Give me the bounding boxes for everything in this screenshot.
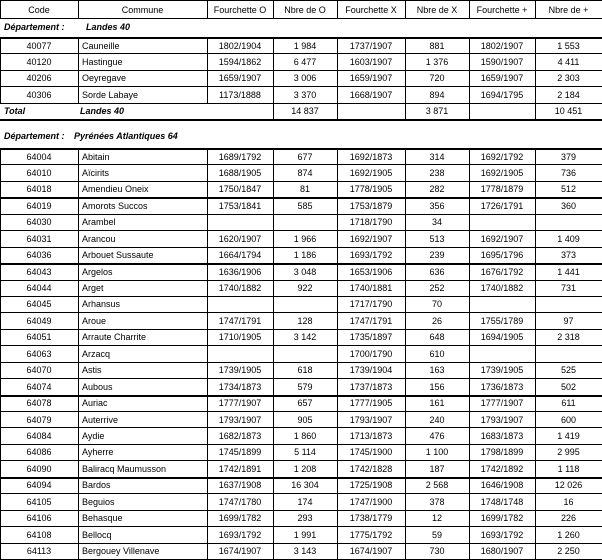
cell-fo: 1594/1862 (218, 56, 262, 67)
department-label: Département : (4, 22, 65, 32)
cell-fo: 1682/1873 (218, 430, 262, 441)
cell-no: 1 860 (293, 430, 317, 441)
cell-fx: 1692/1905 (349, 167, 393, 178)
cell-fp: 1694/1795 (480, 89, 524, 100)
cell-nx: 59 (431, 529, 442, 540)
cell-np: 360 (560, 200, 577, 211)
cell-no: 174 (297, 496, 313, 507)
cell-fo: 1739/1905 (218, 365, 262, 376)
cell-commune: Bellocq (82, 529, 112, 540)
cell-fx: 1739/1904 (349, 365, 393, 376)
cell-fp: 1802/1907 (480, 40, 524, 51)
cell-fo: 1659/1907 (218, 73, 262, 84)
row-divider (0, 0, 602, 1)
cell-fp: 1646/1908 (480, 480, 524, 491)
cell-fx: 1747/1900 (349, 496, 393, 507)
cell-fo: 1753/1841 (218, 200, 262, 211)
cell-fx: 1777/1905 (349, 398, 393, 409)
cell-fo: 1689/1792 (218, 151, 262, 162)
cell-nx: 610 (429, 348, 445, 359)
cell-no (273, 214, 337, 230)
column-divider (337, 148, 338, 559)
cell-np: 97 (563, 315, 574, 326)
cell-np: 1 441 (557, 266, 580, 277)
cell-commune: Aïcirits (82, 167, 109, 178)
cell-fx: 1747/1791 (349, 315, 393, 326)
cell-fx: 1753/1879 (349, 200, 393, 211)
cell-no: 5 114 (294, 447, 316, 458)
cell-fo: 1747/1780 (218, 496, 262, 507)
column-divider (469, 37, 470, 103)
cell-fx: 1653/1906 (349, 266, 393, 277)
cell-commune: Amendieu Oneix (82, 184, 149, 195)
cell-nx: 34 (431, 217, 442, 228)
cell-fo: 1693/1792 (218, 529, 262, 540)
cell-fp (469, 214, 535, 230)
cell-fp: 1692/1905 (480, 167, 524, 178)
cell-fo: 1793/1907 (218, 414, 262, 425)
cell-np: 379 (560, 151, 577, 162)
cell-fx: 1693/1792 (349, 250, 393, 261)
cell-nx: 1 100 (425, 447, 449, 458)
cell-code: 64044 (26, 283, 52, 294)
column-header-code: Code (28, 5, 50, 15)
cell-np (535, 296, 602, 312)
column-divider (405, 148, 406, 559)
department-name: Landes 40 (86, 22, 131, 32)
cell-commune: Behasque (82, 513, 123, 524)
cell-code: 64063 (26, 348, 52, 359)
cell-np: 2 318 (557, 332, 580, 343)
cell-nx: 314 (429, 151, 445, 162)
cell-fp: 1590/1907 (480, 56, 524, 67)
cell-code: 64018 (26, 184, 52, 195)
cell-fo (207, 296, 273, 312)
cell-fx: 1742/1828 (349, 463, 393, 474)
cell-code: 64045 (26, 299, 52, 310)
cell-commune: Auriac (82, 398, 108, 409)
cell-fo: 1637/1908 (218, 480, 262, 491)
cell-commune: Sorde Labaye (82, 89, 139, 100)
column-divider (78, 0, 79, 18)
cell-code: 40206 (26, 73, 52, 84)
cell-no: 293 (297, 513, 313, 524)
cell-fx: 1700/1790 (349, 348, 393, 359)
cell-np: 4 411 (557, 56, 580, 67)
cell-commune: Auterrive (82, 414, 119, 425)
column-divider (0, 37, 1, 103)
cell-nx: 730 (429, 546, 445, 557)
cell-fo (207, 214, 273, 230)
column-header-fp: Fourchette + (476, 5, 528, 15)
cell-np: 2 995 (557, 447, 580, 458)
cell-code: 64086 (26, 447, 52, 458)
cell-nx: 70 (431, 299, 442, 310)
cell-code: 64079 (26, 414, 52, 425)
cell-no (273, 346, 337, 362)
cell-np: 731 (560, 283, 577, 294)
cell-np (535, 346, 602, 362)
cell-no: 922 (297, 283, 313, 294)
cell-fp: 1676/1792 (480, 266, 524, 277)
cell-fp: 1740/1882 (480, 283, 524, 294)
cell-fp: 1739/1905 (480, 365, 524, 376)
cell-fo: 1710/1905 (218, 332, 262, 343)
cell-commune: Argelos (82, 266, 113, 277)
cell-np: 1 409 (557, 233, 580, 244)
total-nbre-o: 14 837 (291, 106, 319, 117)
cell-fo: 1173/1888 (219, 89, 261, 100)
cell-commune: Arzacq (82, 348, 111, 359)
cell-np: 600 (560, 414, 577, 425)
column-divider (469, 0, 470, 18)
cell-fp: 1798/1899 (480, 447, 524, 458)
cell-fp: 1659/1907 (480, 73, 524, 84)
column-divider (405, 103, 406, 119)
cell-code: 64084 (26, 430, 52, 441)
cell-fx: 1740/1881 (349, 283, 393, 294)
cell-code: 40120 (26, 56, 52, 67)
cell-fp: 1777/1907 (480, 398, 524, 409)
cell-commune: Bardos (82, 480, 111, 491)
cell-no: 3 006 (293, 73, 317, 84)
cell-fx: 1713/1873 (349, 430, 393, 441)
cell-code: 64051 (26, 332, 52, 343)
cell-fp: 1692/1907 (480, 233, 524, 244)
cell-no: 657 (297, 398, 313, 409)
cell-fx: 1692/1907 (349, 233, 393, 244)
cell-nx: 513 (429, 233, 445, 244)
cell-np: 16 (563, 496, 574, 507)
cell-no: 128 (297, 315, 313, 326)
cell-no: 16 304 (291, 480, 319, 491)
cell-nx: 378 (429, 496, 445, 507)
cell-fx: 1735/1897 (349, 332, 393, 343)
cell-np: 373 (560, 250, 577, 261)
cell-fx: 1603/1907 (349, 56, 393, 67)
cell-commune: Arhansus (82, 299, 121, 310)
cell-np: 2 303 (557, 73, 580, 84)
cell-np: 736 (560, 167, 577, 178)
cell-fp: 1736/1873 (480, 381, 524, 392)
cell-np: 1 553 (557, 40, 580, 51)
cell-nx: 163 (429, 365, 445, 376)
cell-fp: 1694/1905 (480, 332, 524, 343)
cell-commune: Bergouey Villenave (82, 546, 160, 557)
cell-fp (469, 296, 535, 312)
cell-no: 1 208 (293, 463, 317, 474)
cell-commune: Astis (82, 365, 102, 376)
cell-nx: 1 376 (425, 56, 449, 67)
cell-fx: 1778/1905 (349, 184, 393, 195)
cell-np: 2 184 (557, 89, 580, 100)
column-divider (273, 37, 274, 103)
cell-nx: 240 (429, 414, 445, 425)
cell-fx: 1775/1792 (349, 529, 393, 540)
cell-commune: Arancou (82, 233, 116, 244)
cell-nx: 252 (429, 283, 445, 294)
cell-fo: 1734/1873 (218, 381, 262, 392)
column-divider (273, 0, 274, 18)
cell-commune: Baliracq Maumusson (82, 463, 167, 474)
cell-nx: 2 568 (425, 480, 449, 491)
column-divider (535, 0, 536, 18)
cell-fp: 1693/1792 (480, 529, 524, 540)
cell-commune: Aroue (82, 315, 107, 326)
cell-nx: 881 (429, 40, 445, 51)
cell-code: 64019 (26, 200, 52, 211)
cell-nx: 356 (429, 200, 445, 211)
cell-fo: 1740/1882 (218, 283, 262, 294)
cell-no: 585 (297, 200, 313, 211)
cell-np: 502 (560, 381, 577, 392)
column-header-no: Nbre de O (284, 5, 326, 15)
cell-nx: 12 (431, 513, 442, 524)
cell-nx: 282 (429, 184, 445, 195)
cell-nx: 239 (429, 250, 445, 261)
column-divider (469, 148, 470, 559)
cell-no: 3 370 (293, 89, 317, 100)
cell-np: 12 026 (554, 480, 583, 491)
cell-commune: Aubous (82, 381, 113, 392)
cell-fp (469, 346, 535, 362)
cell-fx: 1737/1873 (349, 381, 393, 392)
cell-fp: 1692/1792 (480, 151, 524, 162)
cell-fp: 1778/1879 (480, 184, 524, 195)
cell-code: 64078 (26, 398, 52, 409)
cell-commune: Hastingue (82, 56, 123, 67)
department-label: Département : (4, 131, 65, 141)
department-name: Pyrénées Atlantiques 64 (74, 131, 178, 141)
cell-code: 64074 (26, 381, 52, 392)
column-divider (207, 0, 208, 18)
cell-nx: 156 (429, 381, 445, 392)
column-header-np: Nbre de + (548, 5, 589, 15)
cell-commune: Arraute Charrite (82, 332, 147, 343)
cell-fo (207, 346, 273, 362)
cell-no: 905 (297, 414, 313, 425)
cell-code: 64094 (26, 480, 52, 491)
cell-nx: 161 (429, 398, 445, 409)
column-divider (207, 148, 208, 559)
cell-np (535, 214, 602, 230)
cell-commune: Arbouet Sussaute (82, 250, 154, 261)
cell-no: 579 (297, 381, 313, 392)
cell-fx: 1668/1907 (349, 89, 393, 100)
cell-code: 64070 (26, 365, 52, 376)
total-name: Landes 40 (80, 106, 125, 117)
cell-fo: 1777/1907 (218, 398, 262, 409)
cell-fp: 1695/1796 (480, 250, 524, 261)
cell-code: 40306 (26, 89, 52, 100)
column-divider (535, 148, 536, 559)
cell-nx: 187 (429, 463, 445, 474)
cell-np: 1 260 (557, 529, 580, 540)
column-divider (78, 37, 79, 103)
column-divider (337, 0, 338, 18)
row-divider (0, 119, 602, 121)
cell-code: 64108 (26, 529, 52, 540)
total-label: Total (4, 106, 26, 117)
cell-fx: 1745/1900 (349, 447, 393, 458)
cell-fx: 1692/1873 (349, 151, 393, 162)
column-divider (273, 103, 274, 119)
cell-fx: 1738/1779 (349, 513, 393, 524)
cell-commune: Beguios (82, 496, 115, 507)
cell-no: 677 (297, 151, 313, 162)
cell-no: 618 (297, 365, 313, 376)
cell-np: 1 118 (557, 463, 580, 474)
cell-np: 512 (560, 184, 577, 195)
cell-no: 81 (299, 184, 310, 195)
cell-np: 226 (560, 513, 577, 524)
total-nbre-plus: 10 451 (554, 106, 583, 117)
cell-fx: 1793/1907 (349, 414, 393, 425)
column-header-fo: Fourchette O (213, 5, 267, 15)
cell-nx: 894 (429, 89, 445, 100)
column-divider (273, 148, 274, 559)
cell-fp: 1680/1907 (480, 546, 524, 557)
cell-commune: Aydie (82, 430, 105, 441)
cell-fo: 1688/1905 (218, 167, 262, 178)
column-divider (337, 37, 338, 103)
cell-code: 64049 (26, 315, 52, 326)
column-divider (337, 103, 338, 119)
cell-code: 64105 (26, 496, 52, 507)
cell-code: 64113 (26, 546, 52, 557)
cell-code: 64106 (26, 513, 52, 524)
cell-nx: 238 (429, 167, 445, 178)
cell-fo: 1674/1907 (218, 546, 262, 557)
cell-fp: 1748/1748 (480, 496, 524, 507)
cell-code: 64043 (26, 266, 52, 277)
cell-fx: 1725/1908 (349, 480, 393, 491)
cell-no: 3 143 (293, 546, 317, 557)
column-divider (405, 37, 406, 103)
cell-fp: 1726/1791 (480, 200, 524, 211)
column-header-nx: Nbre de X (416, 5, 458, 15)
cell-commune: Arget (82, 283, 104, 294)
cell-np: 611 (561, 398, 576, 409)
cell-fp: 1793/1907 (480, 414, 524, 425)
cell-commune: Arambel (82, 217, 116, 228)
cell-fo: 1636/1906 (218, 266, 262, 277)
cell-fo: 1750/1847 (218, 184, 262, 195)
cell-nx: 720 (429, 73, 445, 84)
cell-commune: Abitain (82, 151, 110, 162)
cell-np: 1 419 (557, 430, 580, 441)
cell-nx: 636 (429, 266, 445, 277)
cell-no: 1 186 (293, 250, 317, 261)
column-header-commune: Commune (121, 5, 164, 15)
cell-code: 64090 (26, 463, 52, 474)
column-divider (535, 37, 536, 103)
cell-no: 874 (297, 167, 313, 178)
cell-fp: 1742/1892 (480, 463, 524, 474)
cell-commune: Ayherre (82, 447, 114, 458)
cell-no: 6 477 (293, 56, 317, 67)
cell-code: 64036 (26, 250, 52, 261)
cell-fp: 1683/1873 (480, 430, 524, 441)
cell-fp: 1755/1789 (480, 315, 524, 326)
cell-nx: 26 (431, 315, 442, 326)
cell-commune: Cauneille (82, 40, 120, 51)
column-divider (469, 103, 470, 119)
cell-fo: 1747/1791 (218, 315, 262, 326)
total-nbre-x: 3 871 (425, 106, 449, 117)
cell-code: 64004 (26, 151, 52, 162)
cell-fo: 1742/1891 (218, 463, 262, 474)
cell-no (273, 296, 337, 312)
cell-fx: 1674/1907 (349, 546, 393, 557)
cell-fx: 1737/1907 (349, 40, 393, 51)
column-header-fx: Fourchette X (345, 5, 397, 15)
cell-fx: 1717/1790 (349, 299, 393, 310)
cell-code: 64010 (26, 167, 52, 178)
cell-np: 525 (560, 365, 577, 376)
cell-code: 40077 (26, 40, 52, 51)
cell-fx: 1659/1907 (349, 73, 393, 84)
column-divider (207, 37, 208, 103)
cell-fo: 1664/1794 (218, 250, 262, 261)
cell-no: 3 142 (293, 332, 317, 343)
cell-code: 64030 (26, 217, 52, 228)
cell-commune: Oeyregave (82, 73, 127, 84)
cell-fo: 1699/1782 (218, 513, 262, 524)
cell-fo: 1802/1904 (218, 40, 262, 51)
column-divider (0, 148, 1, 559)
cell-no: 1 966 (293, 233, 317, 244)
cell-no: 3 048 (293, 266, 317, 277)
cell-fo: 1745/1899 (218, 447, 262, 458)
cell-fp: 1699/1782 (480, 513, 524, 524)
cell-fo: 1620/1907 (218, 233, 262, 244)
cell-nx: 648 (429, 332, 445, 343)
cell-nx: 476 (429, 430, 445, 441)
column-divider (535, 103, 536, 119)
cell-code: 64031 (26, 233, 52, 244)
cell-no: 1 991 (293, 529, 317, 540)
cell-np: 2 250 (557, 546, 580, 557)
cell-fx: 1718/1790 (349, 217, 393, 228)
cell-no: 1 984 (293, 40, 317, 51)
column-divider (405, 0, 406, 18)
cell-commune: Amorots Succos (82, 200, 148, 211)
column-divider (78, 148, 79, 559)
column-divider (0, 0, 1, 18)
